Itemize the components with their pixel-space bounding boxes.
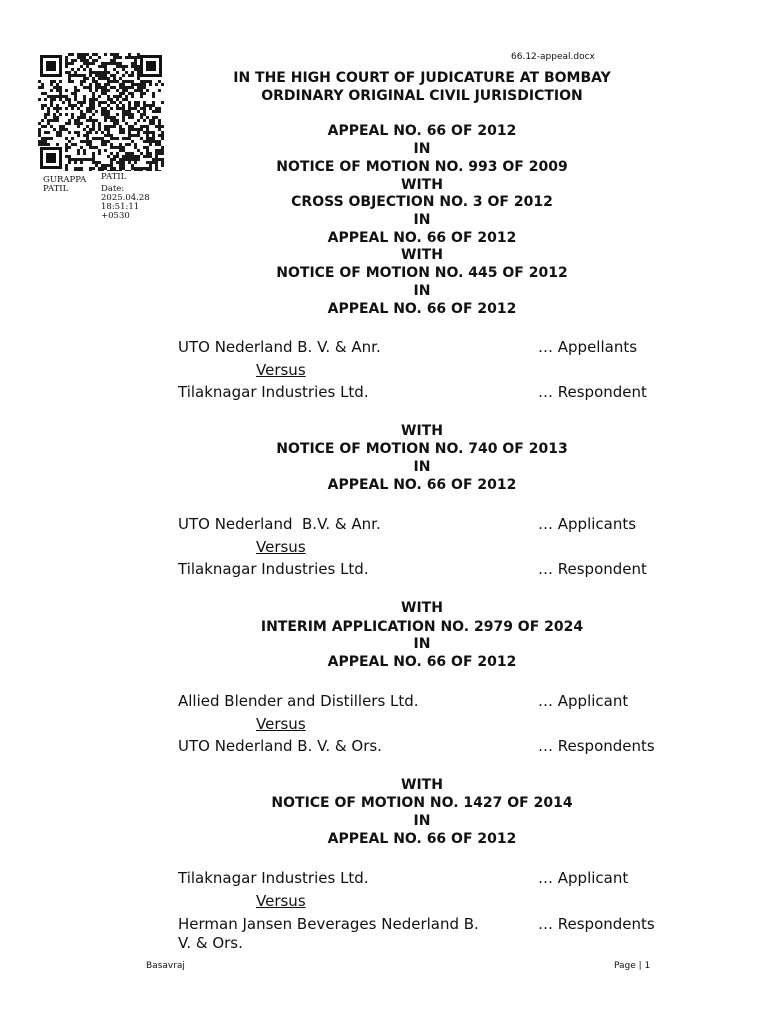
caption-line: WITH [401, 177, 443, 193]
caption-line: IN [413, 636, 431, 652]
caption-line: APPEAL NO. 66 OF 2012 [327, 123, 517, 139]
party-role: … Applicant [538, 869, 629, 887]
caption-line: APPEAL NO. 66 OF 2012 [327, 654, 517, 670]
signature-name-2: PATIL [43, 184, 69, 194]
caption-line: APPEAL NO. 66 OF 2012 [327, 831, 517, 847]
caption-line: IN [413, 141, 431, 157]
caption-line: WITH [401, 423, 443, 439]
party-role: … Respondent [538, 383, 647, 401]
caption-line: IN [413, 283, 431, 299]
caption-line: IN [413, 459, 431, 475]
caption-line: WITH [401, 247, 443, 263]
caption-line: APPEAL NO. 66 OF 2012 [327, 230, 517, 246]
caption-line: WITH [401, 600, 443, 616]
signature-timezone: +0530 [101, 211, 130, 221]
caption-line: APPEAL NO. 66 OF 2012 [327, 477, 517, 493]
caption-line: CROSS OBJECTION NO. 3 OF 2012 [291, 194, 553, 210]
signature-name-1: GURAPPA [43, 175, 87, 185]
party-name: Herman Jansen Beverages Nederland B. [178, 915, 479, 933]
footer-author: Basavraj [146, 961, 185, 971]
party-name: Tilaknagar Industries Ltd. [178, 560, 369, 578]
caption-line: NOTICE OF MOTION NO. 740 OF 2013 [276, 441, 568, 457]
party-role: … Respondent [538, 560, 647, 578]
signature-signer: PATIL [101, 172, 127, 182]
file-name: 66.12-appeal.docx [511, 52, 595, 62]
footer-page-number: Page | 1 [614, 961, 651, 971]
caption-line: IN [413, 813, 431, 829]
versus-label: Versus [256, 361, 306, 379]
caption-line: IN [413, 212, 431, 228]
court-name: IN THE HIGH COURT OF JUDICATURE AT BOMBAY [233, 70, 611, 86]
party-name: Allied Blender and Distillers Ltd. [178, 692, 419, 710]
party-name: UTO Nederland B. V. & Anr. [178, 338, 381, 356]
party-name: UTO Nederland B.V. & Anr. [178, 515, 381, 533]
caption-line: WITH [401, 777, 443, 793]
caption-line: INTERIM APPLICATION NO. 2979 OF 2024 [260, 619, 584, 635]
party-name: UTO Nederland B. V. & Ors. [178, 737, 382, 755]
versus-label: Versus [256, 538, 306, 556]
party-name: Tilaknagar Industries Ltd. [178, 869, 369, 887]
party-name-continued: V. & Ors. [178, 934, 243, 952]
versus-label: Versus [256, 715, 306, 733]
signature-time: 18:51:11 [101, 202, 140, 212]
party-role: … Applicant [538, 692, 629, 710]
party-role: … Applicants [538, 515, 637, 533]
versus-label: Versus [256, 892, 306, 910]
jurisdiction: ORDINARY ORIGINAL CIVIL JURISDICTION [261, 88, 583, 104]
caption-line: NOTICE OF MOTION NO. 445 OF 2012 [276, 265, 568, 281]
signature-date: 2025.04.28 [101, 193, 150, 203]
caption-line: NOTICE OF MOTION NO. 993 OF 2009 [276, 159, 568, 175]
party-name: Tilaknagar Industries Ltd. [178, 383, 369, 401]
party-role: … Appellants [538, 338, 638, 356]
signature-date-label: Date: [101, 184, 125, 194]
qr-code-image [38, 53, 164, 171]
caption-line: NOTICE OF MOTION NO. 1427 OF 2014 [271, 795, 573, 811]
party-role: … Respondents [538, 737, 655, 755]
caption-line: APPEAL NO. 66 OF 2012 [327, 301, 517, 317]
party-role: … Respondents [538, 915, 655, 933]
